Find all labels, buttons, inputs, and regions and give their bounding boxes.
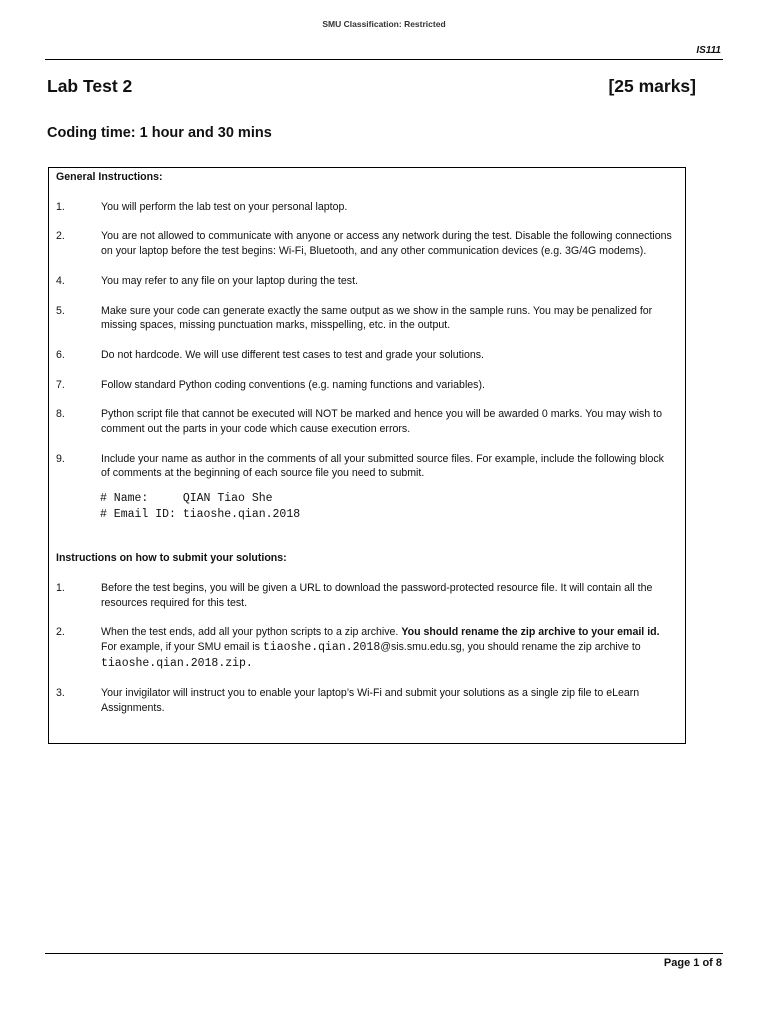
item-text-part: When the test ends, add all your python scripts to a zip archive.: [101, 626, 402, 639]
item-text: Your invigilator will instruct you to enable your laptop’s Wi-Fi and submit your solutions as a single zip file to eLearn Assignments.: [101, 687, 640, 715]
list-item: [56, 348, 675, 363]
item-text-part: , you should rename the zip archive to: [461, 640, 641, 653]
item-text: You are not allowed to communicate with anyone or access any network during the test. Disable the following connections on your laptop before the test begins: Wi-Fi, Bluetooth, and any other communication devices (e.g. 3G/4G modems).: [101, 230, 672, 258]
total-marks: [25 marks]: [608, 76, 696, 96]
list-item: [56, 452, 675, 481]
code-line: # Name: QIAN Tiao She: [100, 492, 273, 506]
submission-instructions-heading: Instructions on how to submit your solutions:: [56, 552, 287, 565]
list-item: [56, 304, 675, 333]
item-number: 2.: [56, 230, 65, 243]
list-item: [56, 581, 675, 610]
item-text: Before the test begins, you will be given a URL to download the password-protected resource file. It will contain all the resources required for this test.: [101, 581, 653, 609]
item-text: Include your name as author in the comments of all your submitted source files. For example, include the following block of comments at the beginning of each source file you need to submit.: [101, 452, 664, 480]
footer-rule: [45, 953, 723, 954]
classification-label: SMU Classification: Restricted: [322, 19, 446, 29]
item-text: Do not hardcode. We will use different test cases to test and grade your solutions.: [101, 348, 484, 361]
item-text: You may refer to any file on your laptop during the test.: [101, 274, 358, 287]
email-user: tiaoshe.qian.2018: [262, 640, 381, 654]
item-text: Follow standard Python coding conventions (e.g. naming functions and variables).: [101, 378, 485, 391]
page-number: Page 1 of 8: [663, 957, 722, 969]
item-number: 2.: [56, 626, 65, 639]
zip-filename: tiaoshe.qian.2018.zip.: [101, 656, 253, 670]
list-item: [56, 686, 675, 715]
header-rule: [45, 59, 723, 60]
code-line: # Email ID: tiaoshe.qian.2018: [100, 508, 301, 522]
course-code: IS111: [696, 45, 721, 56]
item-text-part: For example, if your SMU email is: [101, 640, 263, 653]
list-item: [56, 229, 675, 258]
item-text: [101, 625, 675, 671]
list-item: [56, 274, 675, 289]
item-number: 4.: [56, 274, 65, 287]
email-domain: @sis.smu.edu.sg: [380, 640, 462, 653]
instructions-box: [48, 167, 686, 744]
item-text: You will perform the lab test on your personal laptop.: [101, 200, 348, 213]
list-item: [56, 200, 675, 215]
list-item: [56, 625, 675, 671]
item-number: 7.: [56, 378, 65, 391]
page-title: Lab Test 2: [47, 76, 133, 96]
general-instructions-heading: General Instructions:: [56, 171, 163, 183]
list-item: [56, 407, 675, 436]
item-text: Make sure your code can generate exactly the same output as we show in the sample runs. You may be penalized for missing spaces, missing punctuation marks, misspelling, etc. in the output.: [101, 304, 653, 332]
coding-time: Coding time: 1 hour and 30 mins: [47, 125, 272, 141]
item-number: 5.: [56, 304, 65, 317]
item-number: 3.: [56, 687, 65, 700]
item-number: 8.: [56, 408, 65, 421]
rename-instruction: You should rename the zip archive to your email id.: [401, 626, 660, 639]
item-number: 1.: [56, 581, 65, 594]
item-number: 9.: [56, 452, 65, 465]
item-number: 6.: [56, 348, 65, 361]
item-number: 1.: [56, 200, 65, 213]
code-block: [100, 491, 675, 523]
list-item: [56, 378, 675, 393]
item-text: Python script file that cannot be executed will NOT be marked and hence you will be awarded 0 marks. You may wish to comment out the parts in your code which cause execution errors.: [101, 408, 662, 436]
